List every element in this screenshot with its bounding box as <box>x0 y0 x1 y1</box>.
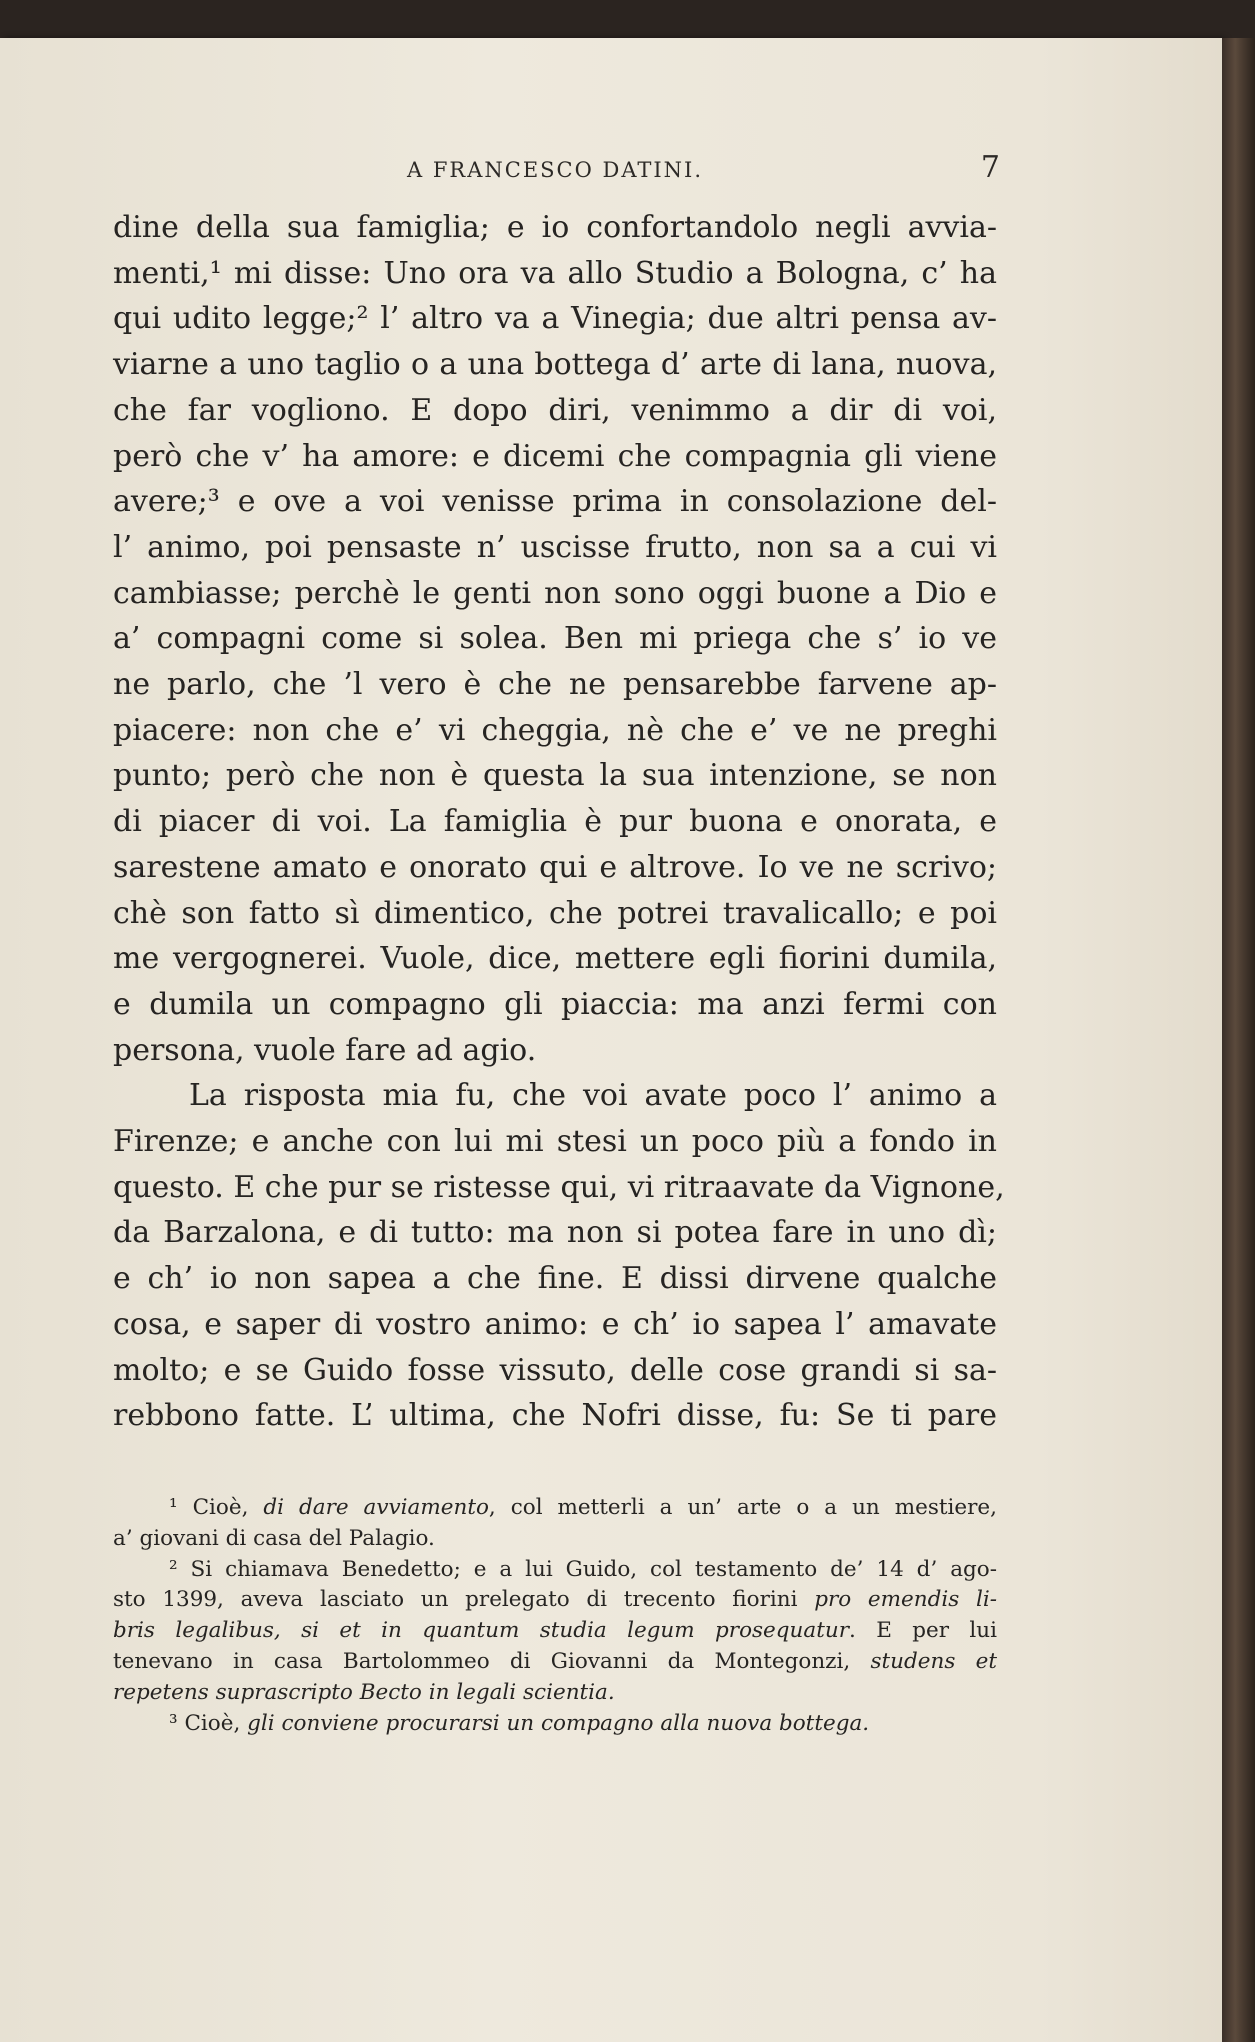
footnote-2-line: ² Si chiamava Benedetto; e a lui Guido, col testamento de’ 14 d’ ago- <box>169 1556 997 1582</box>
main-text <box>113 205 1005 1439</box>
footnote-italic: gli conviene procurarsi un compagno alla nuova bottega. <box>247 1710 870 1736</box>
text-line: molto; e se Guido fosse vissuto, delle cose grandi si sa- <box>113 1352 997 1388</box>
text-line: chè son fatto sì dimentico, che potrei travalicallo; e poi <box>113 895 997 931</box>
footnote-text: ³ Cioè, <box>169 1710 248 1736</box>
footnote-2-line: repetens suprascripto Becto in legali scientia. <box>113 1679 615 1705</box>
text-line: rebbono fatte. L’ ultima, che Nofri disse, fu: Se ti pare <box>113 1398 997 1434</box>
text-line: me vergognerei. Vuole, dice, mettere egli fiorini dumila, <box>113 941 997 977</box>
text-line: Firenze; e anche con lui mi stesi un poco più a fondo in <box>113 1124 997 1160</box>
text-line: di piacer di voi. La famiglia è pur buona e onorata, e <box>113 804 997 840</box>
text-line: però che v’ ha amore: e dicemi che compagnia gli viene <box>113 438 997 474</box>
text-line: e dumila un compagno gli piaccia: ma anzi fermi con <box>113 986 997 1022</box>
text-line: avere;³ e ove a voi venisse prima in consolazione del- <box>113 484 997 520</box>
page-header <box>110 150 1000 190</box>
footnote-text: , col metterli a un’ arte o a un mestiere, <box>488 1495 997 1520</box>
footnote-text: . E per lui <box>848 1618 997 1644</box>
text-line: l’ animo, poi pensaste n’ uscisse frutto, non sa a cui vi <box>113 529 997 565</box>
text-line: dine della sua famiglia; e io confortandolo negli avvia- <box>113 210 997 245</box>
footnote-2-line <box>113 1616 997 1647</box>
running-title: A FRANCESCO DATINI. <box>406 158 703 182</box>
text-line: cosa, e saper di vostro animo: e ch’ io sapea l’ amavate <box>113 1306 997 1342</box>
footnote-2-line <box>113 1647 997 1678</box>
text-line: menti,¹ mi disse: Uno ora va allo Studio a Bologna, c’ ha <box>113 255 997 291</box>
footnote-italic: studens et <box>870 1648 997 1674</box>
text-line: e ch’ io non sapea a che fine. E dissi dirvene qualche <box>113 1261 997 1297</box>
text-line: che far vogliono. E dopo diri, venimmo a dir di voi, <box>113 392 997 428</box>
text-line: a’ compagni come si solea. Ben mi priega che s’ io ve <box>113 621 997 657</box>
footnote-text: sto 1399, aveva lasciato un prelegato di trecento fiorini <box>113 1587 815 1613</box>
footnote-text: tenevano in casa Bartolommeo di Giovanni da Montegonzi, <box>113 1648 871 1674</box>
text-line: La risposta mia fu, che voi avate poco l’ animo a <box>189 1078 997 1114</box>
text-line: da Barzalona, e di tutto: ma non si potea fare in uno dì; <box>113 1215 997 1251</box>
text-line: questo. E che pur se ristesse qui, vi ritraavate da Vignone, <box>113 1169 1005 1205</box>
text-line: viarne a uno taglio o a una bottega d’ arte di lana, nuova, <box>113 347 997 383</box>
footnote-1-line: a’ giovani di casa del Palagio. <box>113 1525 435 1551</box>
footnote-2-line <box>113 1585 997 1616</box>
page-number: 7 <box>980 150 1000 185</box>
footnote-italic: di dare avviamento <box>263 1495 489 1520</box>
text-line: cambiasse; perchè le genti non sono oggi buone a Dio e <box>113 575 997 611</box>
footnote-1-line <box>113 1493 997 1524</box>
text-line: piacere: non che e’ vi cheggia, nè che e’ ve ne preghi <box>113 712 997 748</box>
footnote-italic: pro emendis li- <box>814 1587 997 1613</box>
text-line: sarestene amato e onorato qui e altrove. Io ve ne scrivo; <box>113 849 997 885</box>
text-line: ne parlo, che ’l vero è che ne pensarebbe farvene ap- <box>113 667 997 703</box>
footnote-text: ¹ Cioè, <box>169 1495 264 1520</box>
footnote-3-line <box>113 1709 997 1740</box>
footnote-italic: bris legalibus, si et in quantum studia legum prosequatur <box>113 1618 849 1644</box>
text-line: persona, vuole fare ad agio. <box>113 1032 537 1068</box>
text-line: punto; però che non è questa la sua intenzione, se non <box>113 758 997 794</box>
book-edge <box>1222 38 1255 2042</box>
footnotes <box>113 1493 997 1739</box>
text-line: qui udito legge;² l’ altro va a Vinegia; due altri pensa av- <box>113 301 997 337</box>
